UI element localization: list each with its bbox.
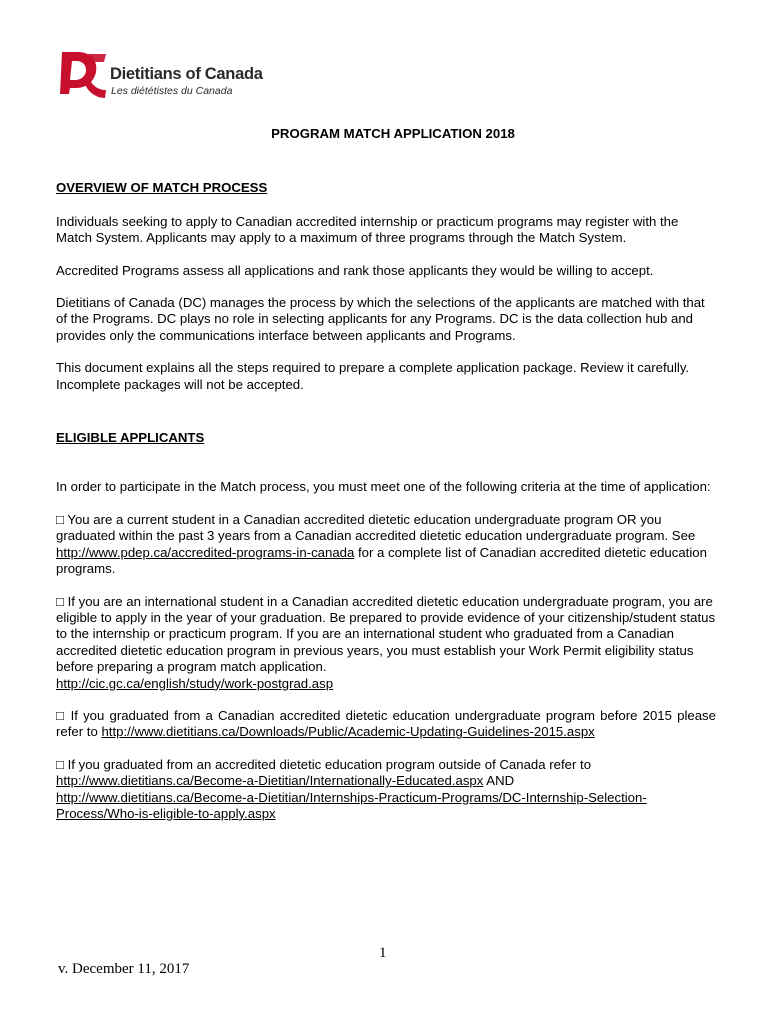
overview-paragraph-3: Dietitians of Canada (DC) manages the process by which the selections of the applicants are matched with that of the Programs. DC plays no role in selecting applicants for any Programs. DC is the data collection hub and provides only the communications interface between applicants and Programs.	[56, 295, 705, 343]
overview-heading: OVERVIEW OF MATCH PROCESS	[56, 180, 268, 196]
criterion-2-text: □ If you are an international student in a Canadian accredited dietetic education undergraduate program, you are eligible to apply in the year of your graduation. Be prepared to provide evidence of your citizenship/student status to the internship or practicum program. If you are an international student who graduated from a Canadian accredited dietetic education program in previous years, you must establish your Work Permit eligibility status before preparing a program match application.	[56, 593, 716, 675]
logo-subtitle: Les diététistes du Canada	[111, 85, 233, 97]
criterion-current-student	[56, 512, 716, 578]
document-body	[56, 126, 716, 838]
criterion-1-text: □ You are a current student in a Canadian accredited dietetic education undergraduate program OR you graduated within the past 3 years from a Canadian accredited dietetic education undergraduate program. See	[56, 511, 696, 544]
document-title: PROGRAM MATCH APPLICATION 2018	[271, 126, 515, 141]
criterion-1-text-after: for a complete list of Canadian accredited dietetic education programs.	[56, 544, 707, 577]
internationally-educated-link[interactable]: http://www.dietitians.ca/Become-a-Dietitian/Internationally-Educated.aspx	[56, 773, 484, 789]
criterion-graduated-before-2015	[56, 708, 716, 741]
criterion-international-student	[56, 594, 716, 692]
academic-updating-guidelines-link[interactable]: http://www.dietitians.ca/Downloads/Public/Academic-Updating-Guidelines-2015.aspx	[101, 724, 595, 740]
eligible-heading: ELIGIBLE APPLICANTS	[56, 430, 205, 446]
criterion-4-and: AND	[483, 773, 515, 789]
version-date: v. December 11, 2017	[58, 961, 190, 977]
criterion-outside-canada	[56, 757, 716, 823]
page-number: 1	[379, 945, 387, 961]
overview-paragraph-1: Individuals seeking to apply to Canadian accredited internship or practicum programs may register with the Match System. Applicants may apply to a maximum of three programs through the Match System.	[56, 213, 679, 246]
logo-name: Dietitians of Canada	[110, 65, 263, 83]
eligible-intro: In order to participate in the Match process, you must meet one of the following criteria at the time of application:	[56, 479, 711, 495]
criterion-4-text: □ If you graduated from an accredited dietetic education program outside of Canada refer to	[56, 756, 592, 772]
cic-work-postgrad-link[interactable]: http://cic.gc.ca/english/study/work-postgrad.asp	[56, 675, 334, 691]
criterion-3-text: □ If you graduated from a Canadian accredited dietetic education undergraduate program before 2015 please refer to	[56, 707, 716, 740]
dietitians-of-canada-logo	[60, 48, 280, 100]
overview-paragraph-2: Accredited Programs assess all applications and rank those applicants they would be willing to accept.	[56, 262, 654, 278]
dc-logo-mark-icon	[60, 48, 108, 100]
who-is-eligible-link[interactable]: http://www.dietitians.ca/Become-a-Dietitian/Internships-Practicum-Programs/DC-Internship-Selection-Process/Who-is-eligible-to-apply.aspx	[56, 789, 647, 821]
pdep-programs-link[interactable]: http://www.pdep.ca/accredited-programs-in-canada	[56, 544, 355, 560]
overview-paragraph-4: This document explains all the steps required to prepare a complete application package. Review it carefully. Incomplete packages will not be accepted.	[56, 360, 690, 392]
